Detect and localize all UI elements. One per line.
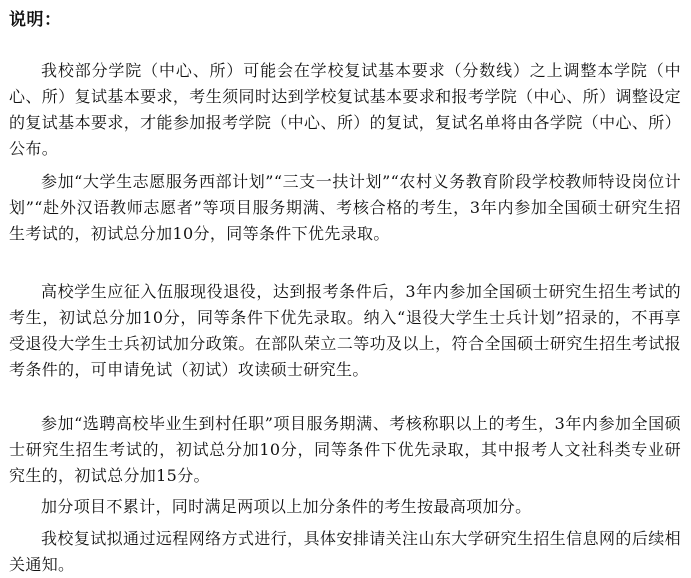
paragraph-village-official-bonus: 参加“选聘高校毕业生到村任职”项目服务期满、考核称职以上的考生，3年内参加全国硕士研究生招生考试的，初试总分加10分，同等条件下优先录取，其中报考人文社科类专业研究生的，初试总分加15分。 [9, 414, 681, 485]
paragraph-remote-retest-notice: 我校复试拟通过远程网络方式进行，具体安排请关注山东大学研究生招生信息网的后续相关通知。 [9, 529, 681, 574]
paragraph-bonus-not-cumulative: 加分项目不累计，同时满足两项以上加分条件的考生按最高项加分。 [41, 497, 532, 516]
section-heading: 说明： [9, 10, 62, 30]
paragraph-veteran-bonus: 高校学生应征入伍服现役退役，达到报考条件后，3年内参加全国硕士研究生招生考试的考生，初试总分加10分，同等条件下优先录取。纳入“退役大学生士兵计划”招录的，不再享受退役大学生士兵初试加分政策。在部队荣立二等功及以上，符合全国硕士研究生招生考试报考条件的，可申请免试（初试）攻读硕士研究生。 [9, 282, 681, 379]
paragraph-adjusted-requirements: 我校部分学院（中心、所）可能会在学校复试基本要求（分数线）之上调整本学院（中心、所）复试基本要求，考生须同时达到学校复试基本要求和报考学院（中心、所）调整设定的复试基本要求，才能参加报考学院（中心、所）的复试，复试名单将由各学院（中心、所）公布。 [9, 61, 681, 158]
paragraph-volunteer-bonus: 参加“大学生志愿服务西部计划”“三支一扶计划”“农村义务教育阶段学校教师特设岗位计划”“赴外汉语教师志愿者”等项目服务期满、考核合格的考生，3年内参加全国硕士研究生招生考试的，初试总分加10分，同等条件下优先录取。 [9, 172, 681, 243]
